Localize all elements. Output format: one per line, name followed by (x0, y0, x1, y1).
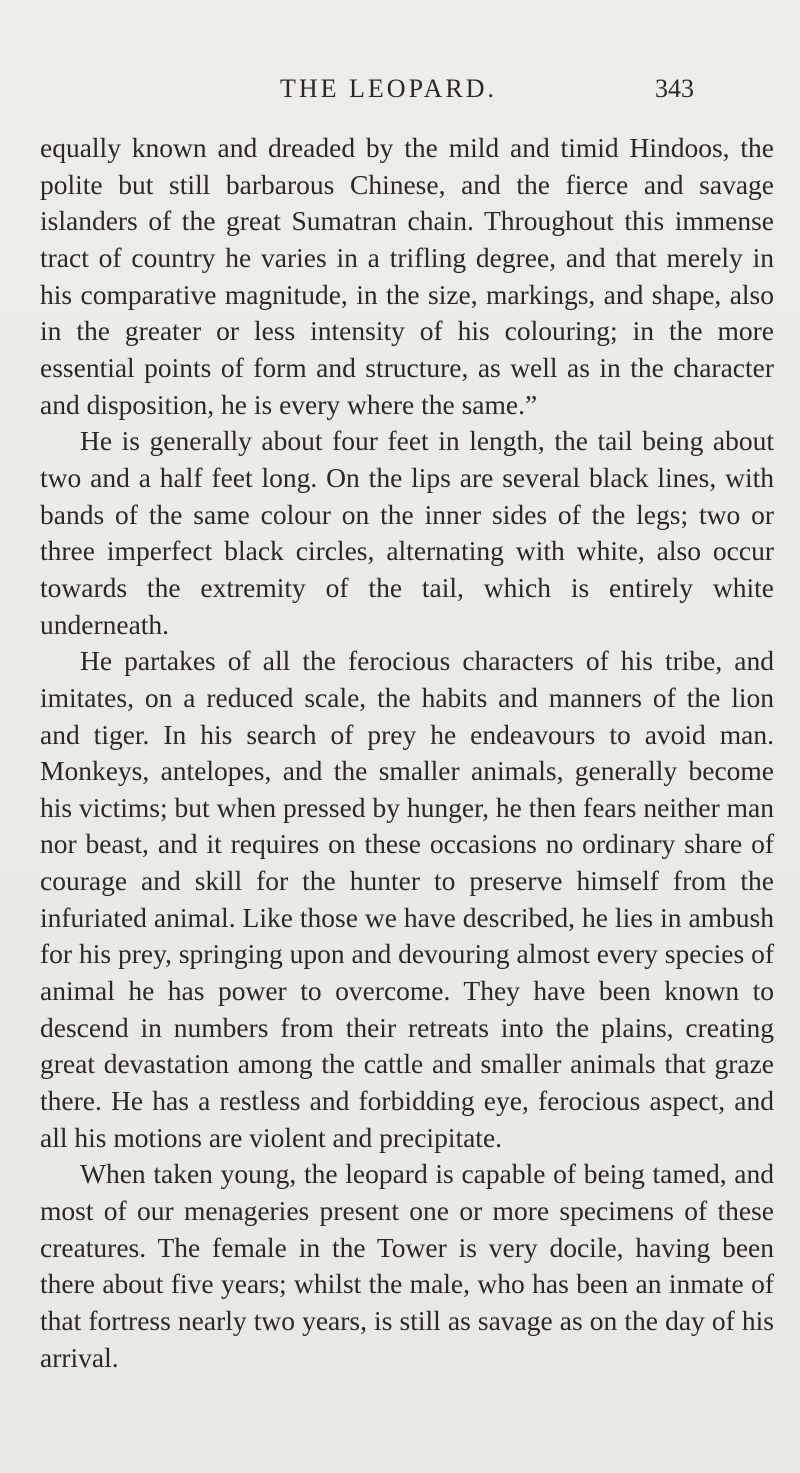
page-number: 343 (655, 74, 694, 103)
paragraph: He is generally about four feet in length, the tail being about two and a half feet long. On the lips are several black lines, with bands of the same colour on the inner sides of the legs; two or three imperfect black circles, alternating with white, also occur towards the extremity of the tail, which is entirely white underneath. (40, 425, 774, 640)
page-header (0, 74, 800, 114)
body-text (40, 130, 774, 1376)
running-head: THE LEOPARD. (280, 74, 498, 103)
paragraph: He partakes of all the ferocious characters of his tribe, and imitates, on a reduced scale, the habits and manners of the lion and tiger. In his search of prey he endeavours to avoid man. Monkeys, antelopes, and the smaller animals, generally become his victims; but when pressed by hunger, he then fears neither man nor beast, and it requires on these occasions no ordinary share of courage and skill for the hunter to preserve himself from the infuriated animal. Like those we have described, he lies in ambush for his prey, springing upon and devouring almost every species of animal he has power to overcome. They have been known to descend in numbers from their retreats into the plains, creating great devastation among the cattle and smaller animals that graze there. He has a restless and forbidding eye, ferocious aspect, and all his motions are violent and precipitate. (40, 645, 774, 1153)
paragraph: equally known and dreaded by the mild and timid Hindoos, the polite but still barbarous Chinese, and the fierce and savage islanders of the great Sumatran chain. Throughout this immense tract of country he varies in a trifling degree, and that merely in his comparative magnitude, in the size, markings, and shape, also in the greater or less intensity of his colouring; in the more essential points of form and structure, as well as in the character and disposition, he is every where the same.” (40, 132, 774, 420)
paragraph: When taken young, the leopard is capable of being tamed, and most of our menageries present one or more specimens of these creatures. The female in the Tower is very docile, having been there about five years; whilst the male, who has been an inmate of that fortress nearly two years, is still as savage as on the day of his arrival. (40, 1158, 774, 1373)
